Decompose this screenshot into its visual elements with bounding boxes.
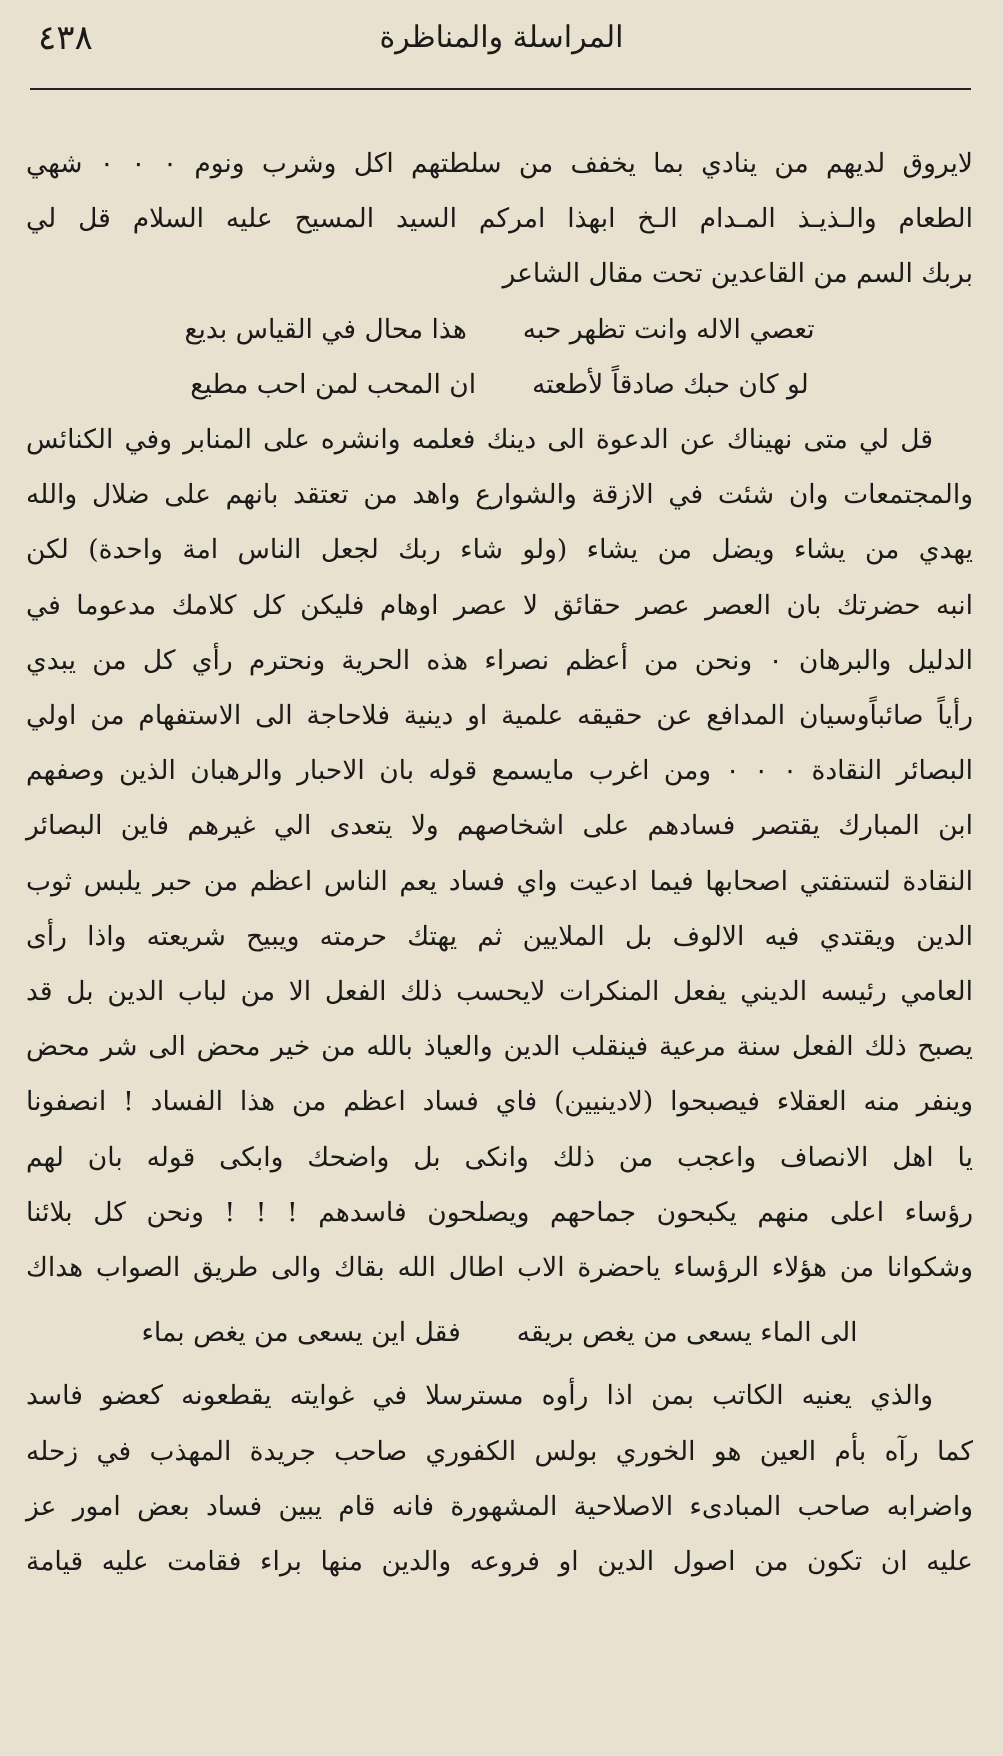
text-line: عليه ان تكون من اصول الدين او فروعه والدين منها براء فقامت عليه قيامة (26, 1546, 973, 1578)
text-line: رؤساء اعلى منهم يكبحون جماحهم ويصلحون فاسدهم ! ! ! ونحن كل بلائنا (26, 1196, 973, 1228)
text-line: وينفر منه العقلاء فيصبحوا (لادينيين) فاي فساد اعظم من هذا الفساد ! انصفونا (26, 1086, 973, 1118)
verse-hemistich-left: فقل اين يسعى من يغص بماء (141, 1317, 461, 1349)
running-title: المراسلة والمناظرة (379, 20, 624, 55)
verse-hemistich-left: هذا محال في القياس بديع (184, 313, 467, 345)
text-line: النقادة لتستفتي اصحابها فيما ادعيت واي فساد يعم الناس اعظم من حبر يلبس ثوب (26, 865, 973, 897)
text-line: ابن المبارك يقتصر فسادهم على اشخاصهم ولا يتعدى الي غيرهم فاين البصائر (26, 810, 973, 842)
text-line: يصبح ذلك الفعل سنة مرعية فينقلب الدين والعياذ بالله من خير محض الى شر محض (26, 1031, 973, 1063)
verse-hemistich-right: تعصي الاله وانت تظهر حبه (522, 313, 815, 345)
text-line: بربك السم من القاعدين تحت مقال الشاعر (502, 258, 973, 290)
text-line: والذي يعنيه الكاتب بمن اذا رأوه مسترسلا في غوايته يقطعونه كعضو فاسد (26, 1380, 933, 1412)
text-line: البصائر النقادة ٠ ٠ ٠ ومن اغرب مايسمع قوله بان الاحبار والرهبان الذين وصفهم (26, 755, 973, 787)
text-line: الطعام والـذيـذ المـدام الـخ ابهذا امركم السيد المسيح عليه السلام قل لي (26, 203, 973, 235)
text-line: الدين ويقتدي فيه الالوف بل الملايين ثم يهتك حرمته ويبيح شريعته واذا رأى (26, 920, 973, 952)
text-line: وشكوانا من هؤلاء الرؤساء ياحضرة الاب اطال الله بقاك والى طريق الصواب هداك (26, 1252, 973, 1284)
verse-line (26, 1305, 973, 1360)
text-line: قل لي متى نهيناك عن الدعوة الى دينك فعلمه وانشره على المنابر وفي الكنائس (26, 423, 933, 455)
text-line: يهدي من يشاء ويضل من يشاء (ولو شاء ربك لجعل الناس امة واحدة) لكن (26, 534, 973, 566)
verse-line (26, 357, 973, 412)
text-line: واضرابه صاحب المبادىء الاصلاحية المشهورة فانه قام يبين فساد بعض امور عز (26, 1490, 973, 1522)
page-number: ٤٣٨ (38, 18, 93, 58)
text-line: الدليل والبرهان ٠ ونحن من أعظم نصراء هذه الحرية ونحترم رأي كل من يبدي (26, 644, 973, 676)
text-line: العامي رئيسه الديني يفعل المنكرات لايحسب ذلك الفعل الا من لباب الدين بل قد (26, 976, 973, 1008)
body-text (26, 136, 973, 1589)
text-line: انبه حضرتك بان العصر عصر حقائق لا عصر اوهام فليكن كل كلامك مدعوما في (26, 589, 973, 621)
page-header (0, 18, 1003, 78)
verse-hemistich-right: الى الماء يسعى من يغص بريقه (516, 1317, 858, 1349)
text-line: كما رآه بأم العين هو الخوري بولس الكفوري صاحب جريدة المهذب في زحله (26, 1435, 973, 1467)
verse-hemistich-left: ان المحب لمن احب مطيع (190, 368, 477, 400)
verse-hemistich-right: لو كان حبك صادقاً لأطعته (532, 368, 809, 400)
header-rule (30, 88, 971, 90)
text-line: والمجتمعات وان شئت في الازقة والشوارع واهد من تعتقد بانهم على ضلال والله (26, 479, 973, 511)
text-line: رأياً صائباًوسيان المدافع عن حقيقه علمية او دينية فلاحاجة الى الاستفهام من اولي (26, 700, 973, 731)
verse-line (26, 302, 973, 357)
text-line: لايروق لديهم من ينادي بما يخفف من سلطتهم اكل وشرب ونوم ٠ ٠ ٠ شهي (26, 148, 973, 179)
text-line: يا اهل الانصاف واعجب من ذلك وانكى بل واضحك وابكى قوله بان لهم (26, 1141, 973, 1173)
